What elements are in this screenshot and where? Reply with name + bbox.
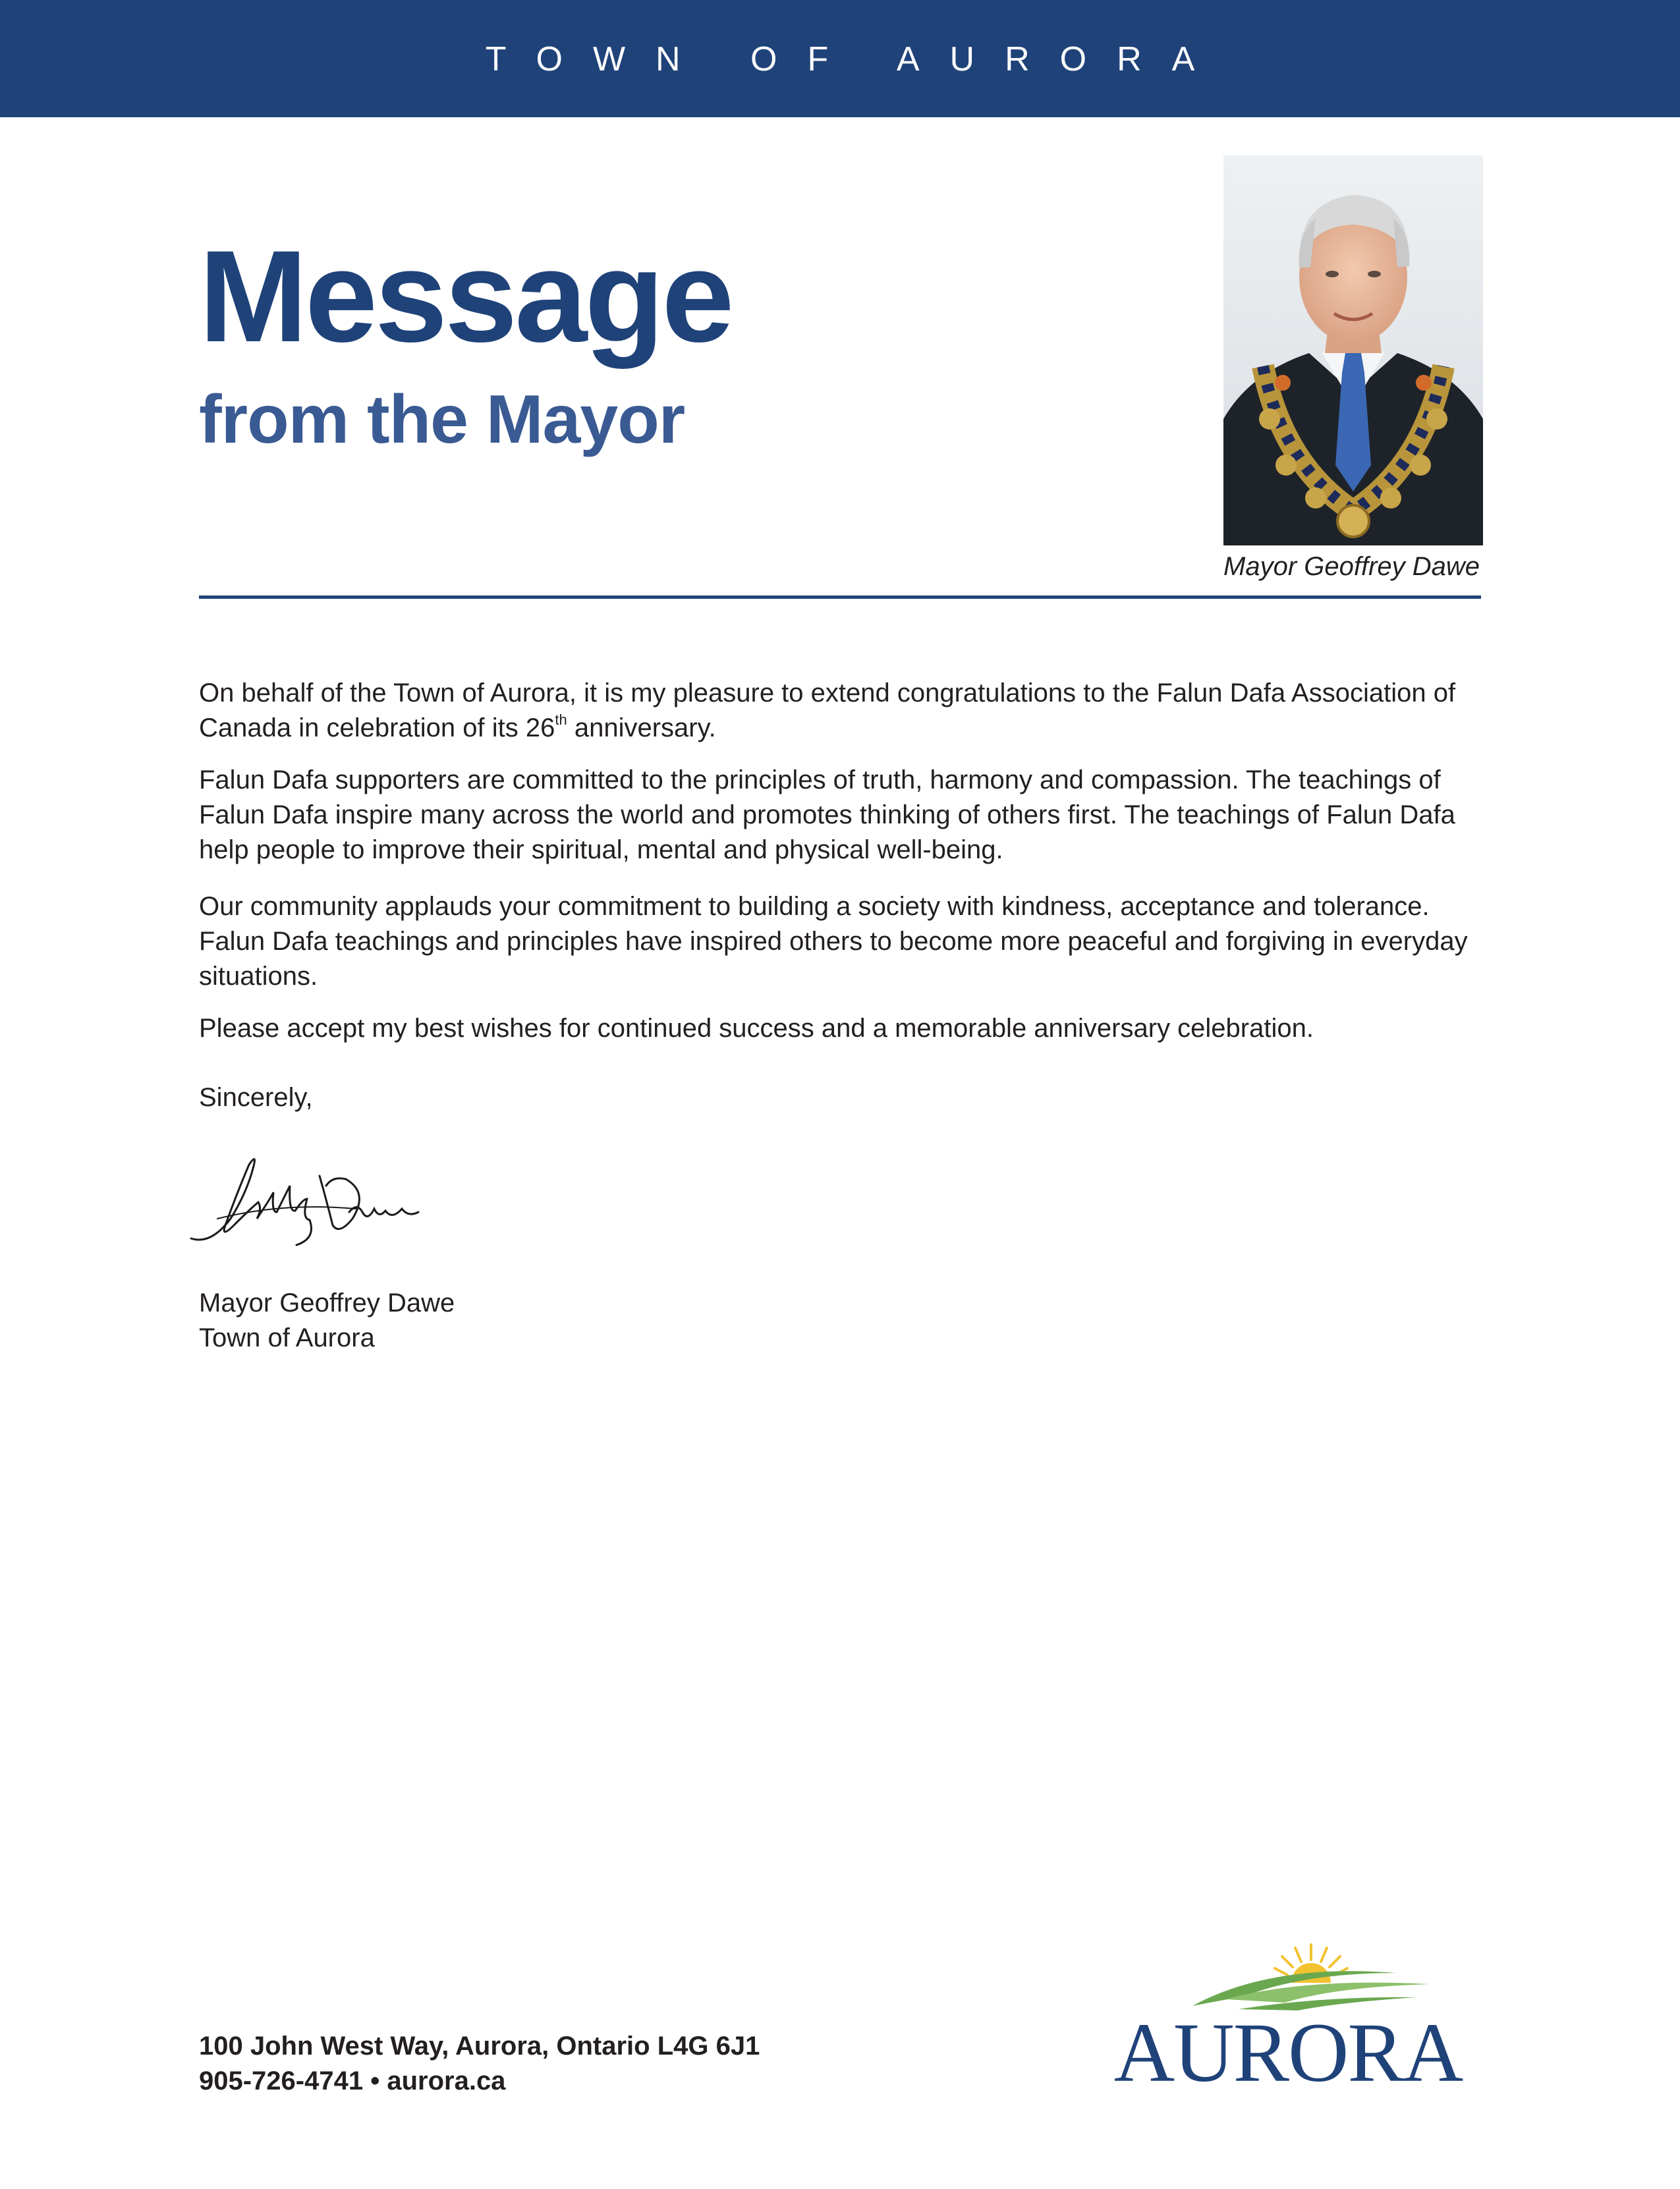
footer-address: 100 John West Way, Aurora, Ontario L4G 6J1 bbox=[199, 2032, 760, 2061]
page-subtitle: from the Mayor bbox=[199, 381, 685, 458]
paragraph-1-end: anniversary. bbox=[567, 713, 716, 742]
ordinal-suffix: th bbox=[555, 711, 567, 728]
mayor-portrait bbox=[1223, 155, 1483, 545]
letter-body bbox=[199, 676, 1484, 1046]
divider bbox=[199, 596, 1481, 599]
signer-block bbox=[199, 1286, 455, 1356]
top-banner bbox=[0, 0, 1680, 117]
signer-name: Mayor Geoffrey Dawe bbox=[199, 1288, 455, 1317]
footer-address-block bbox=[199, 2029, 760, 2099]
signer-org: Town of Aurora bbox=[199, 1323, 375, 1352]
paragraph-2: Falun Dafa supporters are committed to the principles of truth, harmony and compassion. The teachings of Falun Dafa inspire many across the world and promotes thinking of others first. The teachings of Falun Dafa help people to improve their spiritual, mental and physical well-being. bbox=[199, 765, 1455, 864]
footer-contact: 905-726-4741 • aurora.ca bbox=[199, 2066, 506, 2095]
page-title: Message bbox=[199, 223, 732, 369]
aurora-logo-text: AURORA bbox=[1113, 2006, 1463, 2099]
paragraph-4: Please accept my best wishes for continued success and a memorable anniversary celebration. bbox=[199, 1014, 1314, 1043]
banner-title: TOWN OF AURORA bbox=[485, 40, 1225, 78]
paragraph-1 bbox=[199, 676, 1484, 746]
paragraph-1-text: On behalf of the Town of Aurora, it is my pleasure to extend congratulations to the Falun Dafa Association of Canada in celebration of its 26 bbox=[199, 679, 1456, 742]
photo-caption: Mayor Geoffrey Dawe bbox=[1223, 552, 1480, 581]
signature-image bbox=[184, 1146, 435, 1252]
paragraph-3: Our community applauds your commitment to building a society with kindness, acceptance and tolerance. Falun Dafa teachings and principles have inspired others to become more peaceful and forgiving in everyday situations. bbox=[199, 892, 1468, 991]
closing: Sincerely, bbox=[199, 1083, 313, 1112]
